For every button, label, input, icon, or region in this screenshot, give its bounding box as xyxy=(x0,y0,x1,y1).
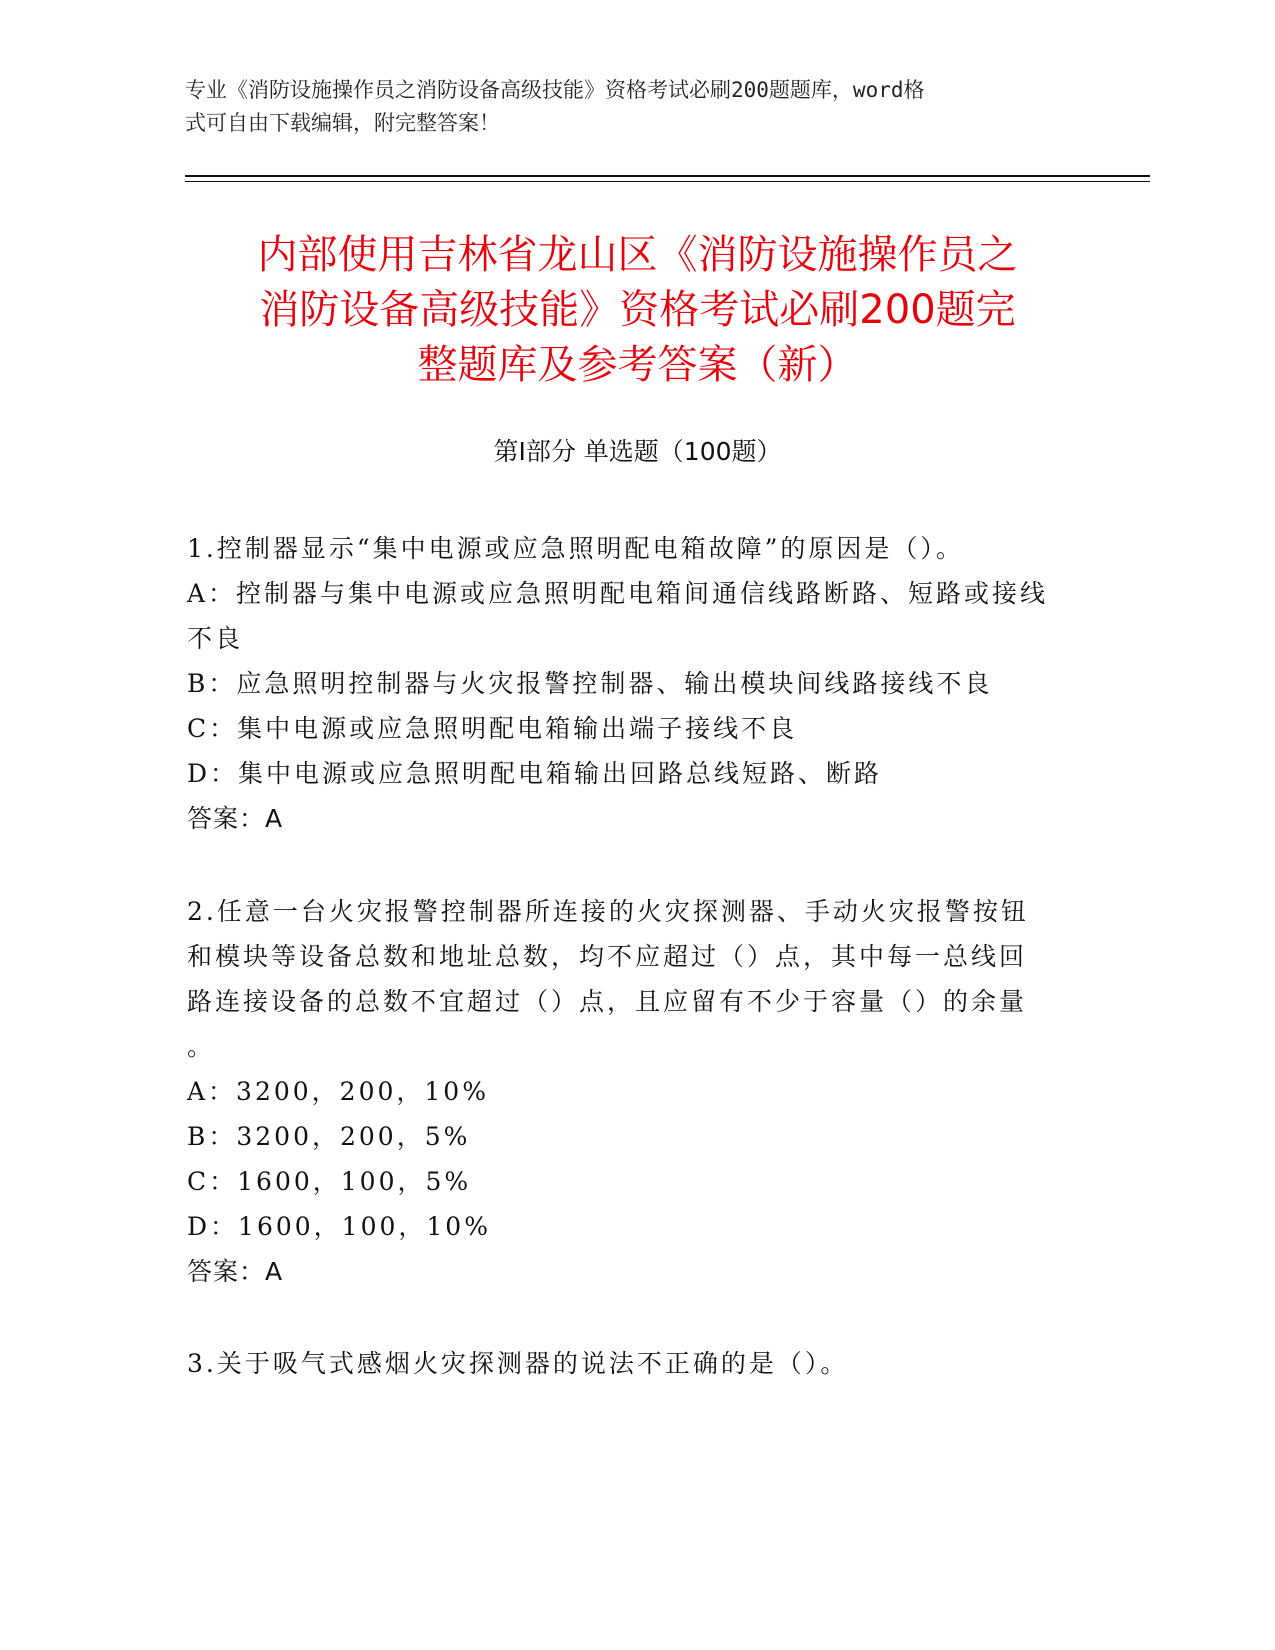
question-2 xyxy=(187,889,1067,1294)
section-title: 第I部分 单选题（100题） xyxy=(493,437,782,466)
title-line: 整题库及参考答案（新） xyxy=(417,342,858,388)
option-a xyxy=(187,571,1067,661)
question-3 xyxy=(187,1341,1067,1386)
option-b: B：应急照明控制器与火灾报警控制器、输出模块间线路接线不良 xyxy=(187,669,993,698)
option-c: C：集中电源或应急照明配电箱输出端子接线不良 xyxy=(187,714,798,743)
question-stem: 3.关于吸气式感烟火灾探测器的说法不正确的是（）。 xyxy=(187,1349,849,1378)
question-stem-line: 2.任意一台火灾报警控制器所连接的火灾探测器、手动火灾报警按钮 xyxy=(187,897,1029,926)
option-line: A：控制器与集中电源或应急照明配电箱间通信线路断路、短路或接线 xyxy=(187,579,1049,608)
header-divider-thin xyxy=(185,181,1150,182)
header-note-line: 专业《消防设施操作员之消防设备高级技能》资格考试必刷200题题库，word格 xyxy=(185,78,925,102)
option-line: 不良 xyxy=(187,624,244,653)
option-a: A：3200，200，10% xyxy=(187,1077,489,1106)
answer: 答案：A xyxy=(187,804,284,833)
question-stem-line: 。 xyxy=(187,1032,216,1061)
header-note-line: 式可自由下载编辑，附完整答案！ xyxy=(185,111,500,135)
title-line: 消防设备高级技能》资格考试必刷200题完 xyxy=(259,287,1016,333)
option-c: C：1600，100，5% xyxy=(187,1167,472,1196)
option-b: B：3200，200，5% xyxy=(187,1122,471,1151)
document-title xyxy=(185,228,1090,393)
question-stem-line: 路连接设备的总数不宜超过（）点，且应留有不少于容量（）的余量 xyxy=(187,987,1028,1016)
answer: 答案：A xyxy=(187,1257,284,1286)
header-note xyxy=(185,74,1065,140)
option-d: D：集中电源或应急照明配电箱输出回路总线短路、断路 xyxy=(187,759,883,788)
option-d: D：1600，100，10% xyxy=(187,1212,491,1241)
header-divider-thick xyxy=(185,175,1150,177)
question-1 xyxy=(187,526,1067,841)
question-stem-line: 和模块等设备总数和地址总数，均不应超过（）点，其中每一总线回 xyxy=(187,942,1028,971)
question-stem: 1.控制器显示“集中电源或应急照明配电箱故障”的原因是（）。 xyxy=(187,534,964,563)
title-line: 内部使用吉林省龙山区《消防设施操作员之 xyxy=(257,232,1018,278)
